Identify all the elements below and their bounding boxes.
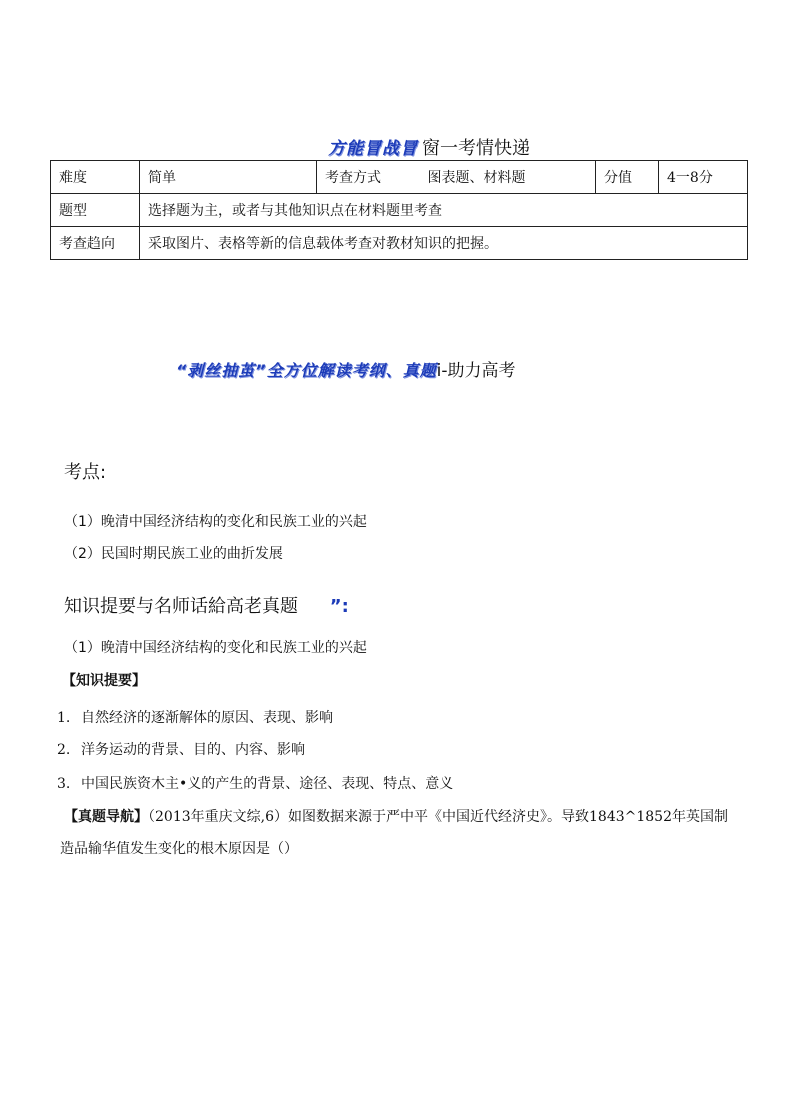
score-value: 4一8分 (659, 161, 748, 194)
question-line-2: 造品输华值发生变化的根木原因是（） (60, 841, 298, 857)
method-label: 考查方式 (325, 170, 381, 186)
list-item-number: 1. (57, 710, 71, 726)
question-line-1 (64, 806, 728, 826)
list-item (57, 707, 333, 727)
banner-text-2: i-助力高考 (436, 361, 516, 381)
difficulty-label: 难度 (51, 161, 140, 194)
difficulty-value: 简单 (140, 161, 317, 194)
banner-title-1 (328, 134, 530, 160)
question-tag: 【真题导航】 (64, 809, 148, 825)
trend-value: 采取图片、表格等新的信息载体考查对教材知识的把握。 (140, 227, 748, 260)
list-item-number: 3. (57, 776, 71, 792)
question-source: （2013年重庆文综,6） (148, 809, 288, 825)
banner-logo-2: “剥丝抽茧”全方位解读考纲、真题 (176, 361, 437, 380)
knowledge-heading-text: 知识提要与名师话給高老真题 (64, 596, 298, 617)
banner-title-2 (176, 356, 515, 381)
knowledge-heading-mark: ”: (329, 596, 349, 617)
type-value: 选择题为主，或者与其他知识点在材料题里考查 (140, 194, 748, 227)
banner-text-1: 窗一考情快递 (422, 138, 530, 159)
question-text-1: 如图数据来源于严中平《中国近代经济史》。导致1843^1852年英国制 (288, 809, 728, 825)
table-row (51, 227, 748, 260)
list-item-number: 2. (57, 742, 71, 758)
kaodian-item-1: （1）晚清中国经济结构的变化和民族工业的兴起 (64, 514, 367, 530)
knowledge-subheading: （1）晚清中国经济结构的变化和民族工业的兴起 (64, 640, 367, 656)
list-item (57, 773, 453, 793)
method-value: 图表题、材料题 (427, 170, 526, 186)
method-cell (317, 161, 596, 194)
table-row (51, 161, 748, 194)
list-item (57, 739, 305, 759)
kaodian-item-2: （2）民国时期民族工业的曲折发展 (64, 546, 283, 562)
kaodian-heading: 考点: (64, 462, 107, 483)
exam-info-table (50, 160, 748, 260)
knowledge-tag: 【知识提要】 (62, 673, 146, 689)
trend-label: 考查趋向 (51, 227, 140, 260)
knowledge-heading (64, 592, 349, 618)
score-label: 分值 (596, 161, 659, 194)
list-item-text: 洋务运动的背景、目的、内容、影响 (81, 742, 305, 758)
list-item-text: 中国民族资木主•义的产生的背景、途径、表现、特点、意义 (81, 776, 454, 792)
list-item-text: 自然经济的逐渐解体的原因、表现、影响 (81, 710, 333, 726)
table-row (51, 194, 748, 227)
banner-logo-1: 方能冒战冒 (328, 139, 418, 159)
type-label: 题型 (51, 194, 140, 227)
